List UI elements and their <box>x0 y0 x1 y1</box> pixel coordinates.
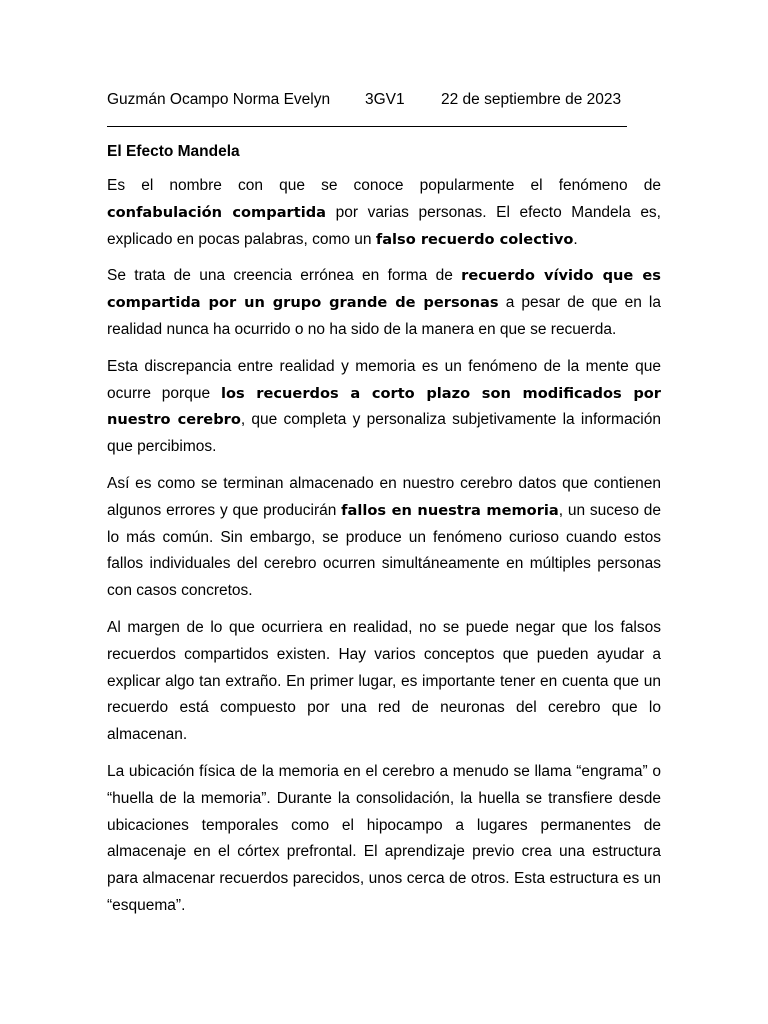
bold-text-run: recuerdo vívido que es compartida por un grupo grande de personas <box>107 267 661 312</box>
bold-text-run: fallos en nuestra memoria <box>341 501 559 519</box>
bold-text-run: falso recuerdo colectivo <box>375 230 574 248</box>
paragraph-4 <box>107 471 661 605</box>
text-run: La ubicación física de la memoria en el cerebro a menudo se llama “engrama” o “huella de la memoria”. Durante la consolidación, la huella se transfiere desde ubicaciones temporales como el hipocampo a lugares permanentes de almacenaje en el córtex prefrontal. El aprendizaje previo crea una estructura para almacenar recuerdos parecidos, unos cerca de otros. Esta estructura es un “esquema”. <box>107 762 661 914</box>
header-divider <box>107 126 627 127</box>
paragraph-5 <box>107 615 661 749</box>
text-run: por varias personas. El efecto Mandela es, explicado en pocas palabras, como un <box>107 203 661 248</box>
paragraph-6 <box>107 759 661 920</box>
group-code: 3GV1 <box>365 91 405 108</box>
paragraph-2 <box>107 263 661 343</box>
paragraph-1 <box>107 173 661 253</box>
bold-text-run: los recuerdos a corto plazo son modificados por nuestro cerebro <box>107 384 662 429</box>
bold-text-run: confabulación compartida <box>107 203 327 221</box>
text-run: , un suceso de lo más común. Sin embargo, se produce un fenómeno curioso cuando estos fallos individuales del cerebro ocurren simultáneamente en múltiples personas con casos concretos. <box>107 501 661 600</box>
document-date: 22 de septiembre de 2023 <box>441 91 622 108</box>
text-run: Se trata de una creencia errónea en forma de <box>107 267 462 285</box>
text-run: Así es como se terminan almacenado en nuestro cerebro datos que contienen algunos errores y que producirán <box>107 474 661 519</box>
author-name: Guzmán Ocampo Norma Evelyn <box>107 91 331 108</box>
text-run: . <box>573 230 578 248</box>
text-run: Es el nombre con que se conoce popularmente el fenómeno de <box>107 177 661 194</box>
text-run: Esta discrepancia entre realidad y memoria es un fenómeno de la mente que ocurre porque <box>107 357 661 402</box>
text-run: a pesar de que en la realidad nunca ha ocurrido o no ha sido de la manera en que se recuerda. <box>107 294 661 338</box>
text-run: , que completa y personaliza subjetivamente la información que percibimos. <box>107 411 661 456</box>
text-run: Al margen de lo que ocurriera en realidad, no se puede negar que los falsos recuerdos compartidos existen. Hay varios conceptos que pueden ayudar a explicar algo tan extraño. En primer lugar, es importante tener en cuenta que un recuerdo está compuesto por una red de neuronas del cerebro que lo almacenan. <box>107 618 661 744</box>
document-title: El Efecto Mandela <box>107 143 240 160</box>
document-header <box>107 89 661 111</box>
document-page <box>107 89 661 920</box>
paragraph-3 <box>107 354 661 461</box>
